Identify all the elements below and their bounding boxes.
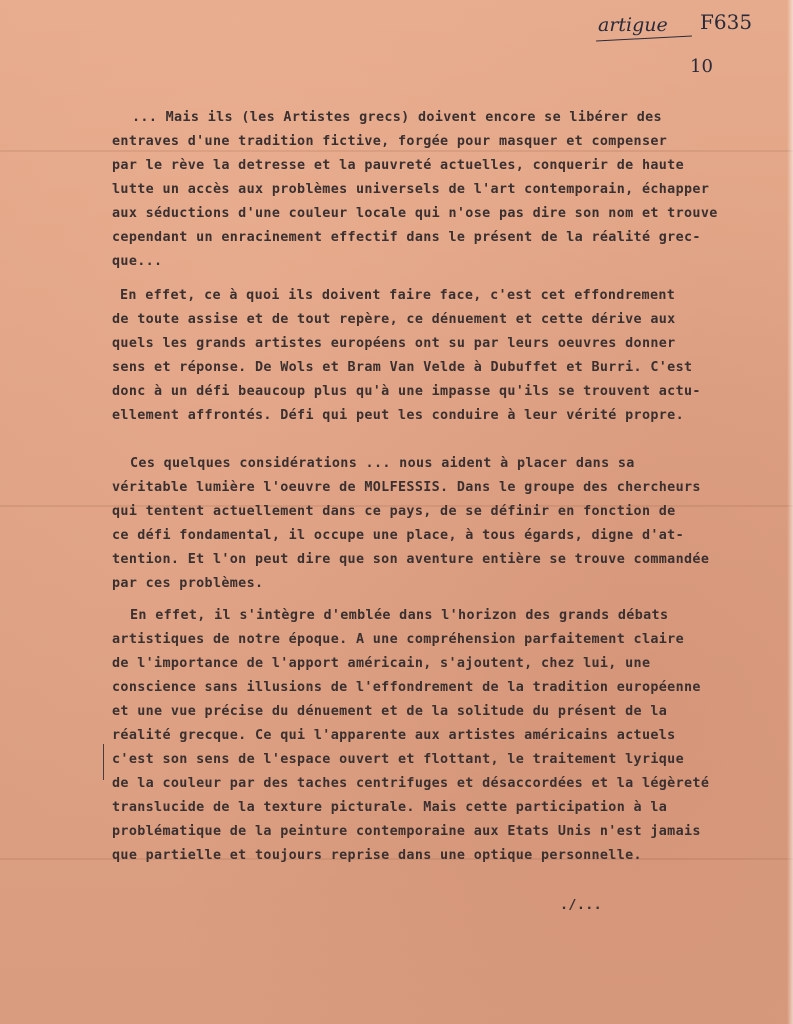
text-line: de l'importance de l'apport américain, s'ajoutent, chez lui, une bbox=[112, 656, 651, 671]
text-line: que partielle et toujours reprise dans une optique personnelle. bbox=[112, 848, 642, 863]
handwritten-reference-text: artigue bbox=[598, 14, 668, 36]
paper-fold bbox=[0, 150, 793, 152]
text-line: donc à un défi beaucoup plus qu'à une impasse qu'ils se trouvent actu- bbox=[112, 384, 701, 399]
text-line: entraves d'une tradition fictive, forgée pour masquer et compenser bbox=[112, 134, 668, 149]
text-line: aux séductions d'une couleur locale qui n'ose pas dire son nom et trouve bbox=[112, 206, 718, 221]
text-line: ce défi fondamental, il occupe une place, à tous égards, digne d'at- bbox=[112, 528, 685, 543]
text-line: et une vue précise du dénuement et de la solitude du présent de la bbox=[112, 704, 668, 719]
text-line: quels les grands artistes européens ont su par leurs oeuvres donner bbox=[112, 336, 676, 351]
text-line: que... bbox=[112, 254, 163, 269]
text-line: par ces problèmes. bbox=[112, 576, 264, 591]
handwritten-reference bbox=[598, 14, 668, 36]
text-line: de la couleur par des taches centrifuges et désaccordées et la légèreté bbox=[112, 776, 710, 791]
text-line: véritable lumière l'oeuvre de MOLFESSIS. Dans le groupe des chercheurs bbox=[112, 480, 701, 495]
text-line: conscience sans illusions de l'effondrement de la tradition européenne bbox=[112, 680, 701, 695]
paper-edge bbox=[787, 0, 793, 1024]
text-line: qui tentent actuellement dans ce pays, de se définir en fonction de bbox=[112, 504, 676, 519]
text-line: cependant un enracinement effectif dans le présent de la réalité grec- bbox=[112, 230, 701, 245]
text-line: translucide de la texture picturale. Mais cette participation à la bbox=[112, 800, 668, 815]
text-line: c'est son sens de l'espace ouvert et flottant, le traitement lyrique bbox=[112, 752, 685, 767]
text-line: par le rève la detresse et la pauvreté actuelles, conquerir de haute bbox=[112, 158, 685, 173]
text-line: lutte un accès aux problèmes universels de l'art contemporain, échapper bbox=[112, 182, 710, 197]
text-line: Ces quelques considérations ... nous aident à placer dans sa bbox=[130, 456, 635, 471]
text-line: problématique de la peinture contemporaine aux Etats Unis n'est jamais bbox=[112, 824, 701, 839]
text-line: En effet, il s'intègre d'emblée dans l'horizon des grands débats bbox=[130, 608, 669, 623]
continuation-mark: ./... bbox=[560, 898, 603, 913]
text-line: En effet, ce à quoi ils doivent faire face, c'est cet effondrement bbox=[120, 288, 676, 303]
text-line: de toute assise et de tout repère, ce dénuement et cette dérive aux bbox=[112, 312, 676, 327]
margin-pencil-mark bbox=[103, 744, 104, 780]
text-line: ellement affrontés. Défi qui peut les conduire à leur vérité propre. bbox=[112, 408, 685, 423]
text-line: ... Mais ils (les Artistes grecs) doivent encore se libérer des bbox=[132, 110, 662, 125]
text-line: réalité grecque. Ce qui l'apparente aux artistes américains actuels bbox=[112, 728, 676, 743]
text-line: tention. Et l'on peut dire que son aventure entière se trouve commandée bbox=[112, 552, 710, 567]
handwritten-page-number: 10 bbox=[690, 56, 713, 77]
text-line: artistiques de notre époque. A une compréhension parfaitement claire bbox=[112, 632, 685, 647]
text-line: sens et réponse. De Wols et Bram Van Velde à Dubuffet et Burri. C'est bbox=[112, 360, 693, 375]
handwritten-archive-code: F635 bbox=[700, 10, 753, 34]
handwritten-underline bbox=[596, 35, 692, 41]
